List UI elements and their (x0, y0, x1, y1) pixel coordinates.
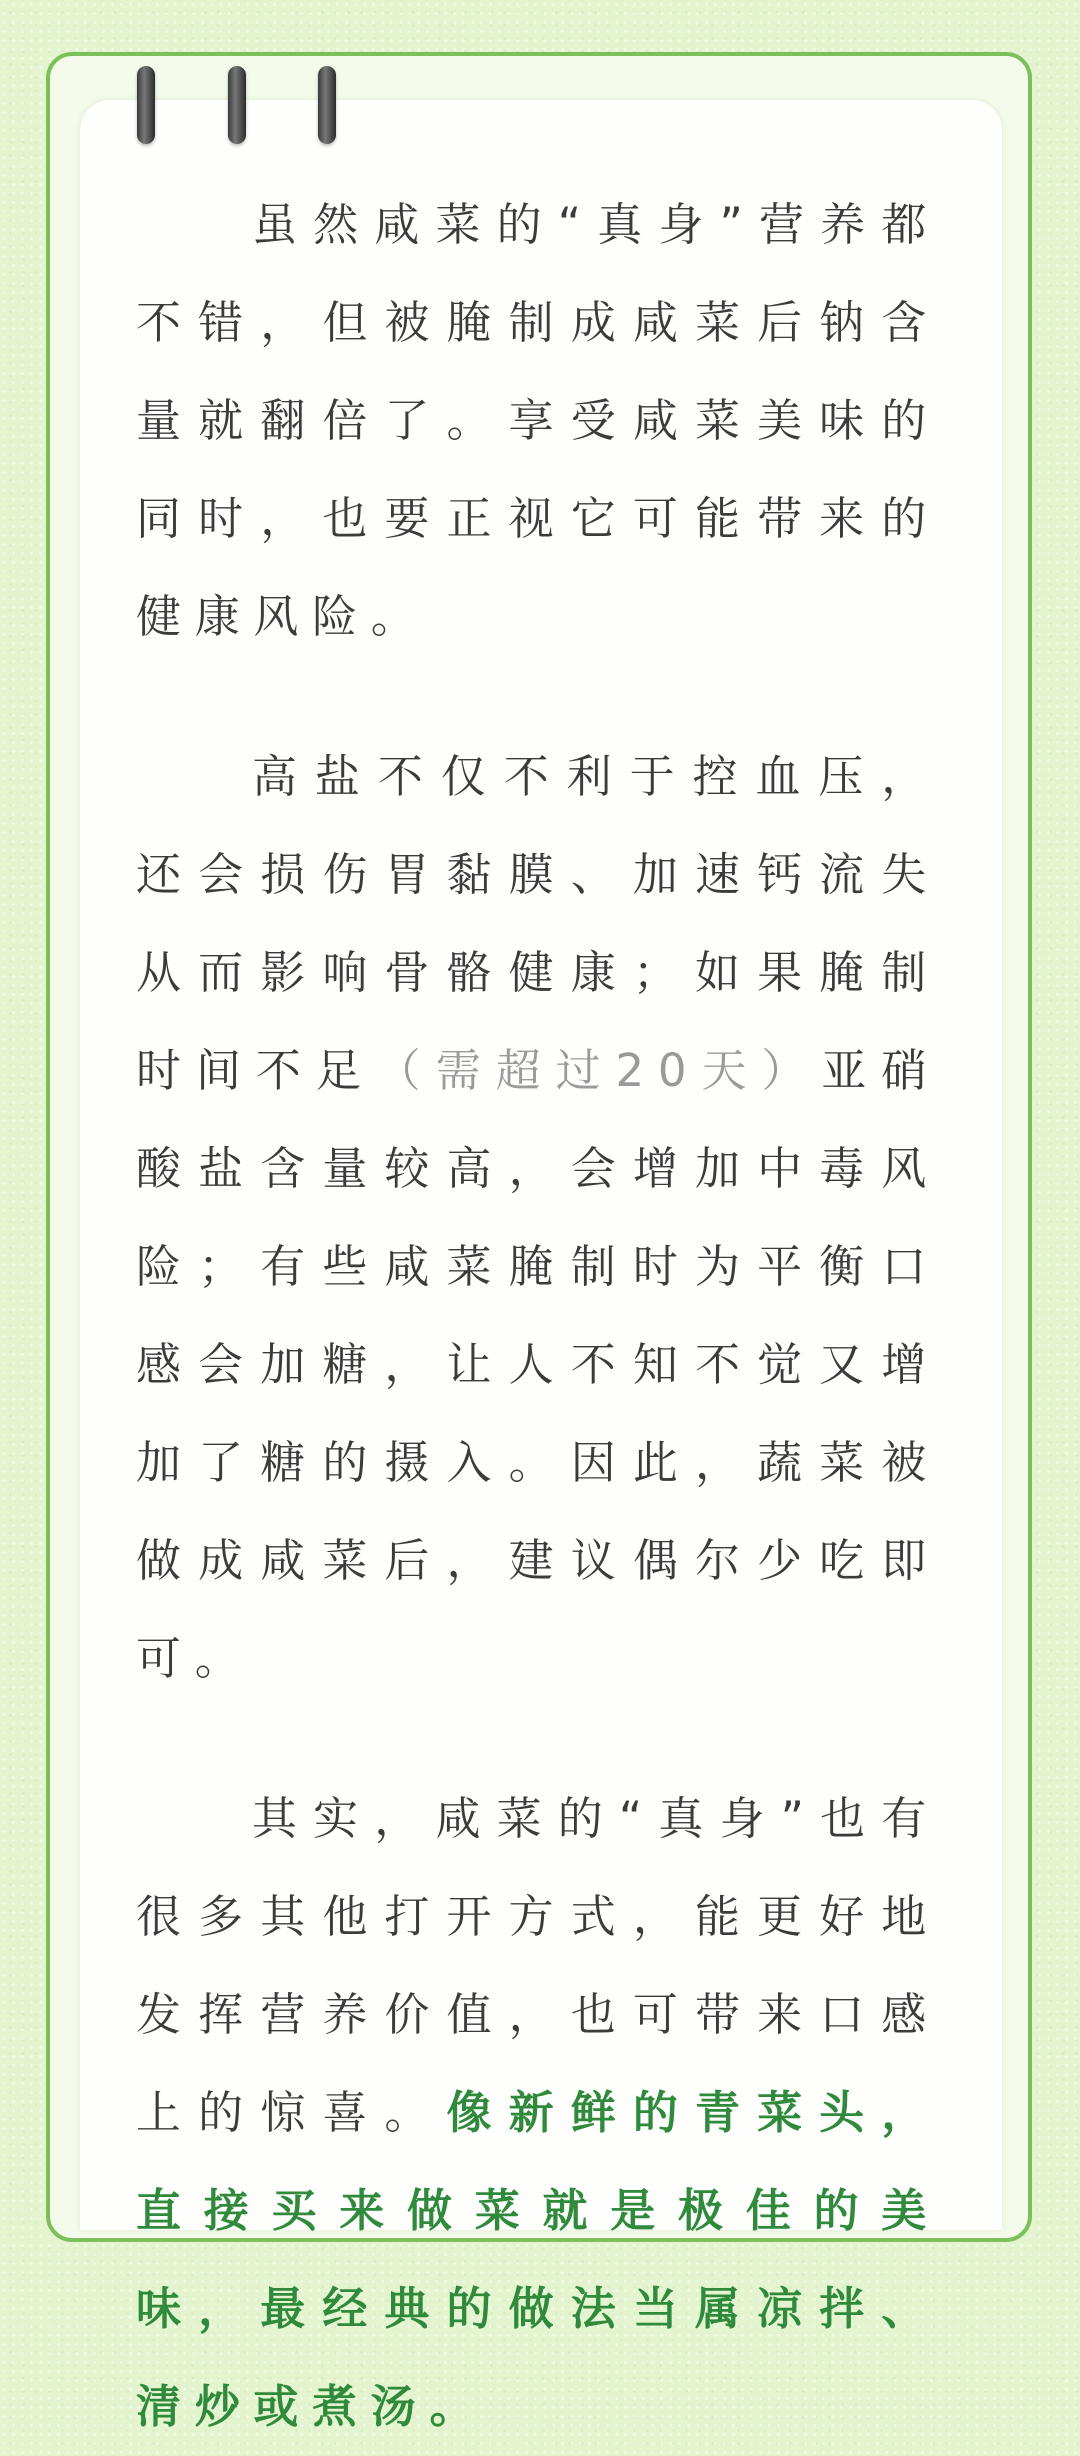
paragraph-health-risks (136, 728, 940, 1708)
highlighted-tip: 像新鲜的青菜头，直接买来做菜就是极佳的美味，最经典的做法当属凉拌、清炒或煮汤。 (136, 2086, 940, 2433)
paragraph-text: 其实，咸菜的“真身”也有很多其他打开方式，能更好地发挥营养价值，也可带来口感上的惊喜。 (136, 1792, 940, 2139)
paragraph-sodium-intro (136, 176, 940, 666)
article-body (136, 176, 940, 2456)
pickling-time-note: （需超过20天） (375, 1044, 822, 1097)
binder-ring-icon (318, 66, 336, 144)
paragraph-other-uses (136, 1770, 940, 2456)
paragraph-text: 亚硝酸盐含量较高，会增加中毒风险；有些咸菜腌制时为平衡口感会加糖，让人不知不觉又增加了糖的摄入。因此，蔬菜被做成咸菜后，建议偶尔少吃即可。 (136, 1044, 940, 1685)
binder-ring-icon (137, 66, 155, 144)
paragraph-text: 虽然咸菜的“真身”营养都不错，但被腌制成咸菜后钠含量就翻倍了。享受咸菜美味的同时，也要正视它可能带来的健康风险。 (136, 198, 940, 643)
paragraph-text: 高盐不仅不利于控血压，还会损伤胃黏膜、加速钙流失从而影响骨骼健康；如果腌制时间不足 (136, 750, 940, 1097)
binder-ring-icon (228, 66, 246, 144)
